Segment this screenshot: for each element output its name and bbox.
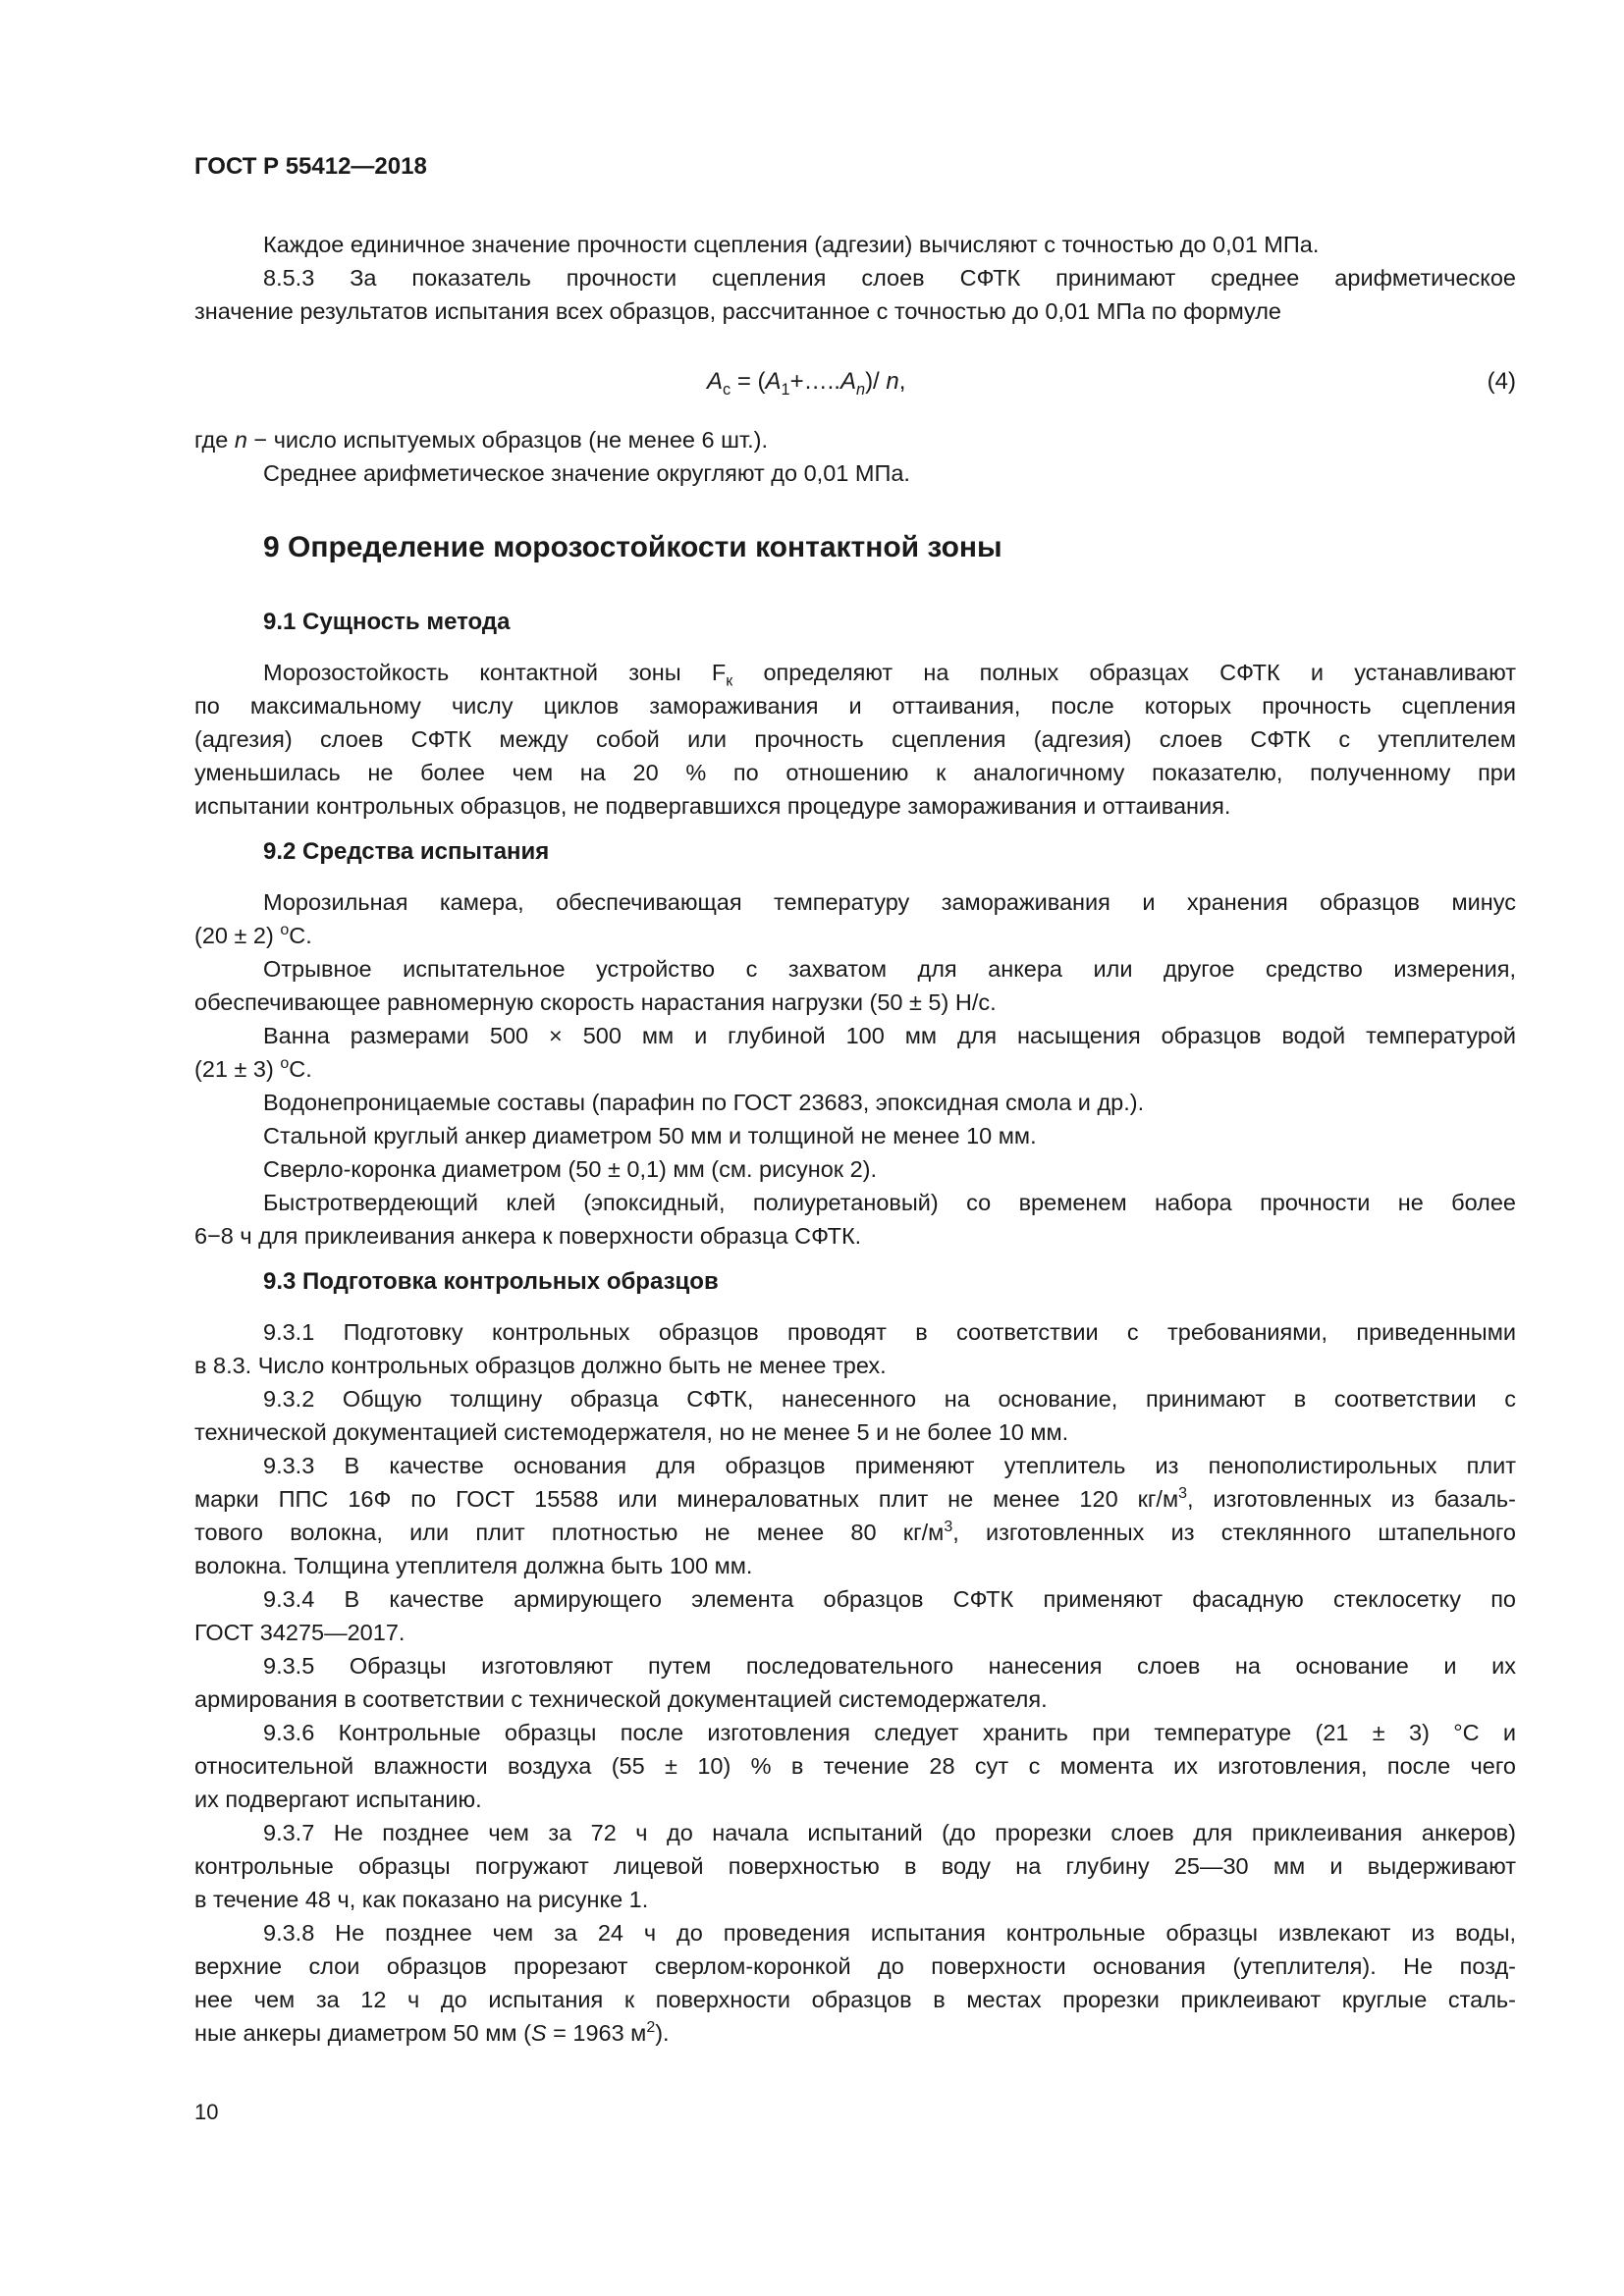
paragraph-line: 6−8 ч для приклеивания анкера к поверхности образца СФТК.	[194, 1223, 862, 1249]
formula-4: $A_c$ = $(A_1+\dots..A_n)/$ n,	[707, 368, 906, 399]
subsection-9-2-title: 9.2 Средства испытания	[263, 838, 550, 865]
paragraph-line: Сверло-коронка диаметром (50 ± 0,1) мм (см. рисунок 2).	[263, 1156, 878, 1182]
paragraph-line: 9.3.5 Образцы изготовляют путем последовательного нанесения слоев на основание и их	[263, 1653, 1516, 1679]
paragraph-line: (адгезия) слоев СФТК между собой или прочность сцепления (адгезия) слоев СФТК с утеплителем	[194, 726, 1516, 752]
paragraph-line: верхние слои образцов прорезают сверлом-коронкой до поверхности основания (утеплителя). Не позд-	[194, 1953, 1516, 1979]
paragraph-line: 9.3.3 В качестве основания для образцов применяют утеплитель из пенополистирольных плит	[263, 1453, 1516, 1478]
paragraph-line: по максимальному числу циклов замораживания и оттаивания, после которых прочность сцепления	[194, 693, 1516, 719]
paragraph-line: 9.3.1 Подготовку контрольных образцов проводят в соответствии с требованиями, приведенными	[263, 1319, 1516, 1345]
paragraph-line: 9.3.2 Общую толщину образца СФТК, нанесенного на основание, принимают в соответствии с	[263, 1386, 1516, 1412]
paragraph-line: ГОСТ 34275—2017.	[194, 1620, 406, 1645]
paragraph-line: в течение 48 ч, как показано на рисунке 1.	[194, 1887, 649, 1912]
paragraph-line: 8.5.3 За показатель прочности сцепления слоев СФТК принимают среднее арифметическое	[263, 265, 1516, 291]
paragraph-line: 9.3.8 Не позднее чем за 24 ч до проведения испытания контрольные образцы извлекают из воды,	[263, 1920, 1516, 1946]
paragraph-line: относительной влажности воздуха (55 ± 10) % в течение 28 сут с момента их изготовления, после чего	[194, 1753, 1516, 1779]
paragraph-line: их подвергают испытанию.	[194, 1787, 482, 1812]
formula-explanation: где n − число испытуемых образцов (не менее 6 шт.).	[194, 427, 769, 453]
paragraph-line: (21 ± 3) $^o$С.	[194, 1055, 312, 1082]
paragraph-line: обеспечивающее равномерную скорость нарастания нагрузки (50 ± 5) Н/с.	[194, 989, 997, 1015]
paragraph-line: 9.3.6 Контрольные образцы после изготовления следует хранить при температуре (21 ± 3) °С и	[263, 1720, 1516, 1745]
paragraph-line: испытании контрольных образцов, не подвергавшихся процедуре замораживания и оттаивания.	[194, 793, 1231, 819]
subsection-9-1-title: 9.1 Сущность метода	[263, 609, 511, 635]
paragraph-line: армирования в соответствии с технической документацией системодержателя.	[194, 1686, 1048, 1712]
document-header: ГОСТ Р 55412—2018	[194, 153, 427, 180]
paragraph-line: Каждое единичное значение прочности сцепления (адгезии) вычисляют с точностью до 0,01 МПа.	[263, 232, 1320, 257]
paragraph-line: нее чем за 12 ч до испытания к поверхности образцов в местах прорезки приклеивают круглые сталь-	[194, 1987, 1516, 2012]
paragraph-line: ные анкеры диаметром 50 мм (S = 1963 $м^2$).	[194, 2019, 670, 2046]
paragraph-line: Быстротвердеющий клей (эпоксидный, полиуретановый) со временем набора прочности не более	[263, 1190, 1516, 1215]
paragraph-line: Водонепроницаемые составы (парафин по ГОСТ 23683, эпоксидная смола и др.).	[263, 1090, 1145, 1115]
paragraph-line: Морозильная камера, обеспечивающая температуру замораживания и хранения образцов минус	[263, 889, 1516, 915]
paragraph-line: в 8.3. Число контрольных образцов должно быть не менее трех.	[194, 1353, 887, 1378]
paragraph-line: 9.3.4 В качестве армирующего элемента образцов СФТК применяют фасадную стеклосетку по	[263, 1586, 1516, 1612]
paragraph-line: тового волокна, или плит плотностью не менее 80 $кг/м^3$, изготовленных из стеклянного штапельного	[194, 1519, 1516, 1545]
paragraph-line: значение результатов испытания всех образцов, рассчитанное с точностью до 0,01 МПа по формуле	[194, 298, 1282, 324]
paragraph-line: (20 ± 2) $^o$С.	[194, 922, 312, 948]
section-9-title: 9 Определение морозостойкости контактной зоны	[263, 531, 1002, 563]
formula-number: (4)	[1487, 368, 1516, 395]
paragraph-line: контрольные образцы погружают лицевой поверхностью в воду на глубину 25—30 мм и выдерживают	[194, 1853, 1516, 1879]
paragraph-line: волокна. Толщина утеплителя должна быть 100 мм.	[194, 1553, 753, 1578]
page-number: 10	[194, 2100, 219, 2124]
paragraph-line: марки ППС 16Ф по ГОСТ 15588 или минераловатных плит не менее 120 $кг/м^3$, изготовленных из базаль-	[194, 1485, 1516, 1512]
paragraph-line: Стальной круглый анкер диаметром 50 мм и толщиной не менее 10 мм.	[263, 1123, 1037, 1148]
paragraph-line: Морозостойкость контактной зоны $F_к$ определяют на полных образцах СФТК и устанавливают	[263, 660, 1516, 690]
paragraph-line: уменьшилась не более чем на 20 % по отношению к аналогичному показателю, полученному при	[194, 760, 1516, 785]
subsection-9-3-title: 9.3 Подготовка контрольных образцов	[263, 1268, 719, 1295]
paragraph-line: Среднее арифметическое значение округляют до 0,01 МПа.	[263, 460, 910, 486]
paragraph-line: Отрывное испытательное устройство с захватом для анкера или другое средство измерения,	[263, 956, 1516, 982]
paragraph-line: Ванна размерами 500 × 500 мм и глубиной 100 мм для насыщения образцов водой температурой	[263, 1023, 1516, 1048]
paragraph-line: 9.3.7 Не позднее чем за 72 ч до начала испытаний (до прорезки слоев для приклеивания анкеров)	[263, 1820, 1516, 1845]
paragraph-line: технической документацией системодержателя, но не менее 5 и не более 10 мм.	[194, 1419, 1069, 1445]
